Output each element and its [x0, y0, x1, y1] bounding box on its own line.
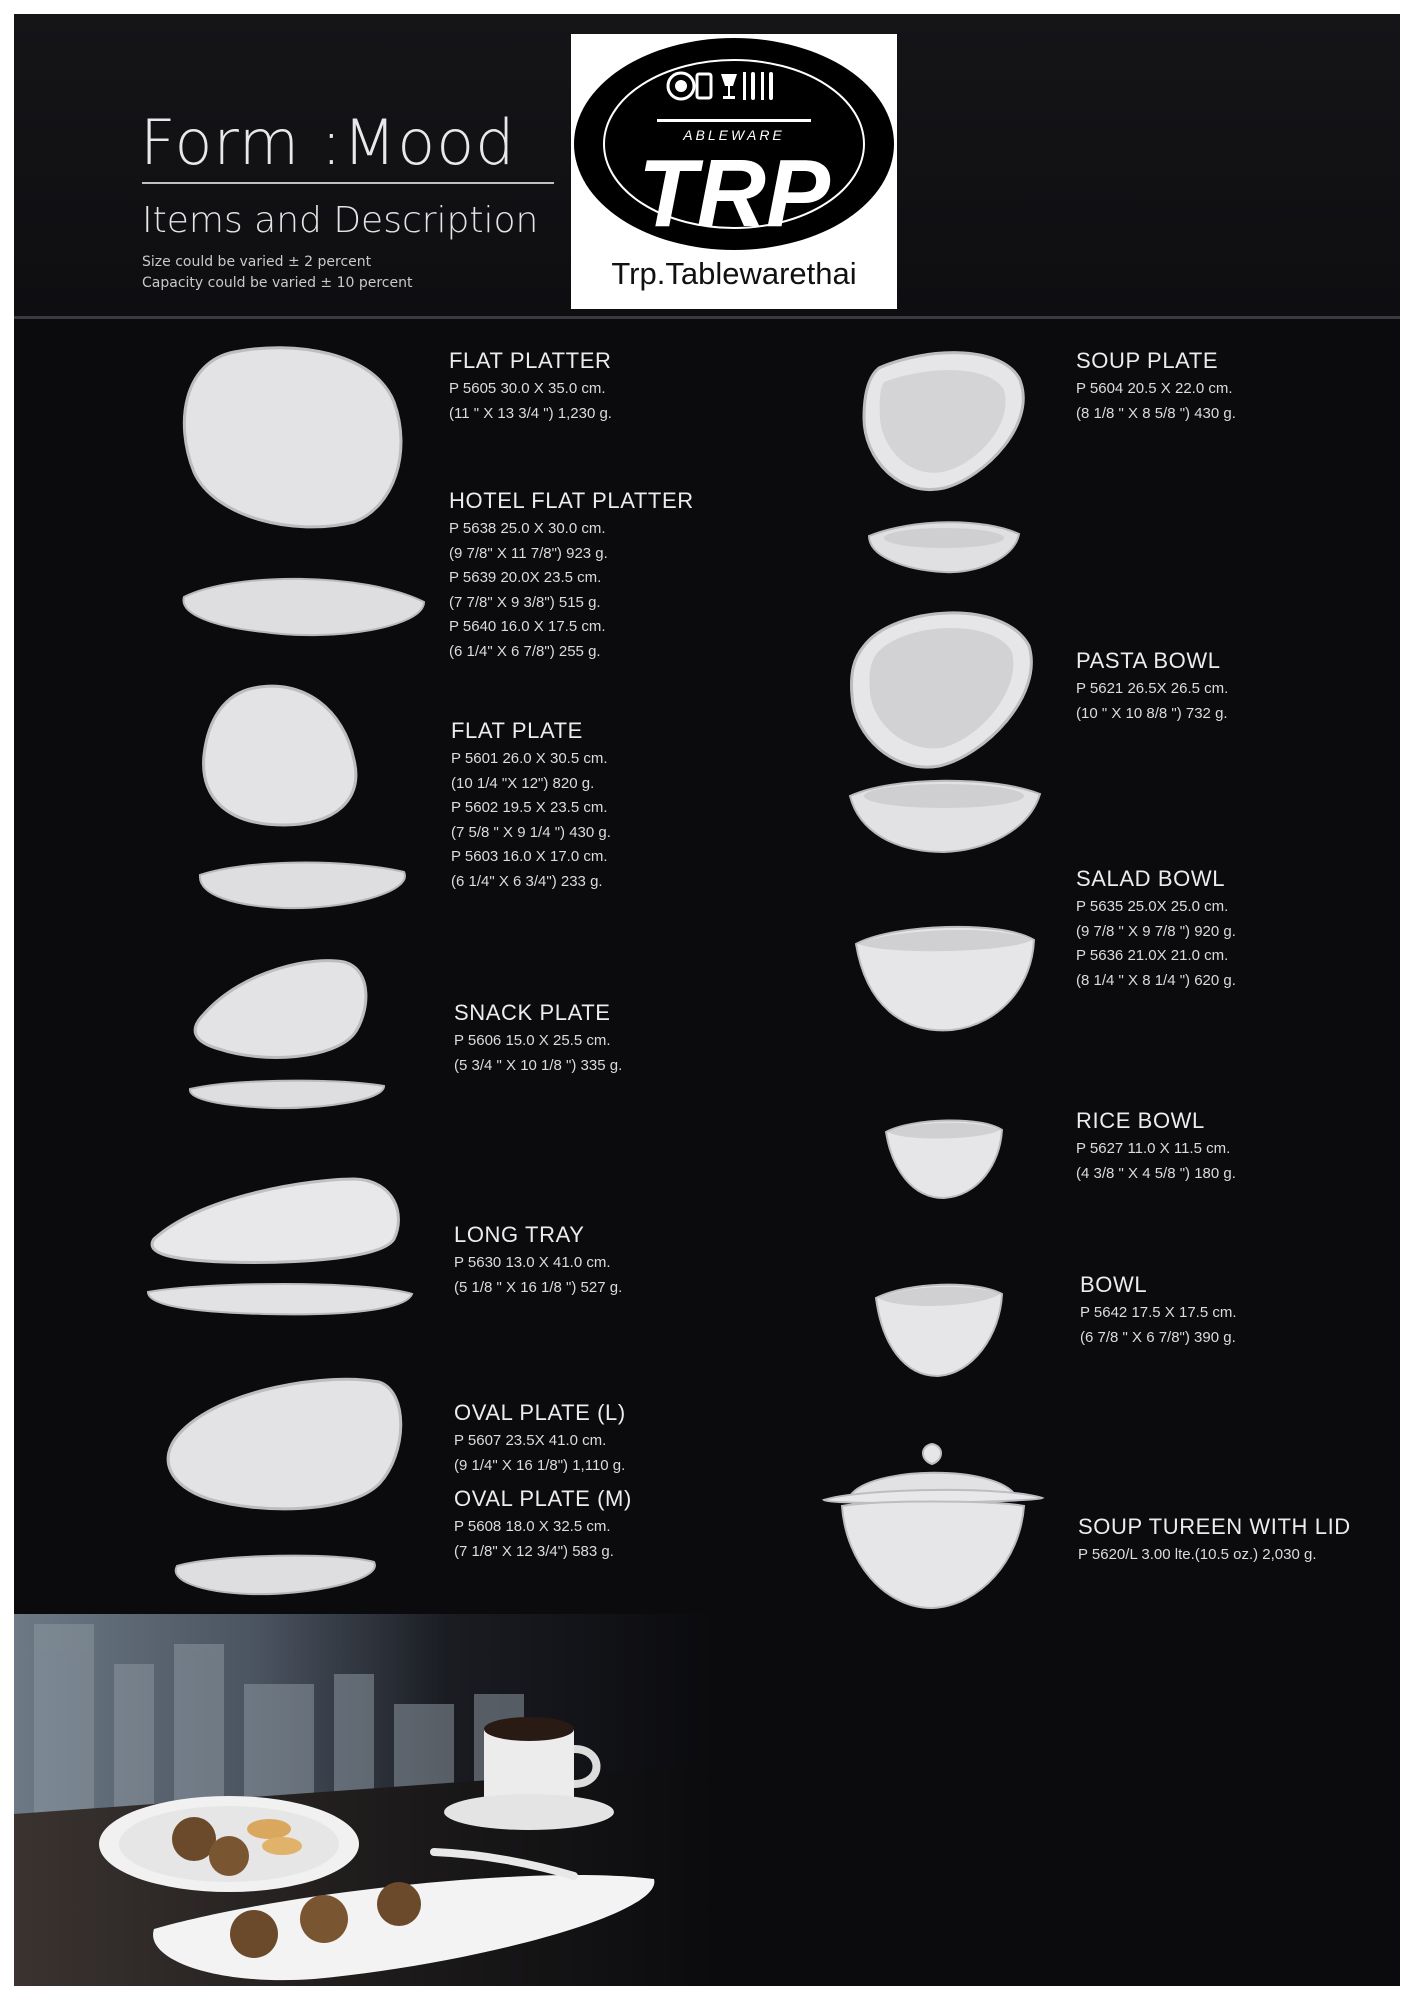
item-spec: P 5620/L 3.00 lte.(10.5 oz.) 2,030 g.	[1078, 1546, 1317, 1563]
logo-monogram: TRP	[638, 140, 830, 247]
item-name: OVAL PLATE (M)	[454, 1486, 632, 1511]
size-note: Size could be varied ± 2 percent	[142, 254, 372, 270]
item-spec: P 5636 21.0X 21.0 cm.	[1076, 947, 1229, 964]
item-spec: P 5627 11.0 X 11.5 cm.	[1076, 1140, 1231, 1157]
item-spec: P 5604 20.5 X 22.0 cm.	[1076, 380, 1233, 397]
item-spec: (7 1/8" X 12 3/4") 583 g.	[454, 1542, 614, 1560]
header-divider	[14, 316, 1400, 319]
item-spec: P 5606 15.0 X 25.5 cm.	[454, 1032, 611, 1049]
item-spec: (7 5/8 " X 9 1/4 ") 430 g.	[451, 823, 611, 841]
rice-bowl-description	[1076, 1108, 1236, 1186]
item-spec: P 5607 23.5X 41.0 cm.	[454, 1432, 607, 1449]
logo-brand-text: ABLEWARE	[683, 127, 785, 143]
lifestyle-photo	[14, 1614, 1400, 1986]
item-name: SNACK PLATE	[454, 1000, 611, 1025]
item-spec: P 5602 19.5 X 23.5 cm.	[451, 799, 608, 816]
salad-bowl-description	[1076, 866, 1236, 993]
item-spec: P 5603 16.0 X 17.0 cm.	[451, 848, 608, 865]
pasta-bowl-description	[1076, 648, 1228, 726]
item-name: BOWL	[1080, 1272, 1148, 1297]
catalog-page	[14, 14, 1400, 1986]
item-spec: P 5635 25.0X 25.0 cm.	[1076, 898, 1229, 915]
item-name: OVAL PLATE (L)	[454, 1400, 626, 1425]
lifestyle-photo-scene	[14, 1614, 1400, 1986]
long-tray-image	[144, 1174, 414, 1324]
flat-plate-description	[451, 718, 611, 894]
trp-logo	[571, 34, 897, 309]
item-spec: (7 7/8" X 9 3/8") 515 g.	[449, 593, 601, 611]
rice-bowl-image	[882, 1114, 1006, 1200]
bowl-image	[872, 1278, 1006, 1378]
flat-platter-description	[449, 348, 612, 426]
item-spec: P 5601 26.0 X 30.5 cm.	[451, 750, 608, 767]
item-name: HOTEL FLAT PLATTER	[449, 488, 694, 513]
item-spec: (10 1/4 "X 12") 820 g.	[451, 774, 595, 792]
item-spec: (6 7/8 " X 6 7/8") 390 g.	[1080, 1328, 1236, 1346]
snack-plate-image	[184, 954, 394, 1114]
collection-title: Form :Mood	[140, 106, 516, 179]
item-spec: (10 " X 10 8/8 ") 732 g.	[1076, 704, 1228, 722]
title-divider	[142, 182, 554, 184]
soup-tureen-image	[820, 1440, 1046, 1610]
item-spec: P 5630 13.0 X 41.0 cm.	[454, 1254, 611, 1271]
item-spec: (6 1/4" X 6 3/4") 233 g.	[451, 872, 603, 890]
logo-caption: Trp.Tablewarethai	[611, 256, 857, 291]
hotel-flat-platter-description	[449, 488, 694, 664]
item-spec: (5 3/4 " X 10 1/8 ") 335 g.	[454, 1056, 623, 1074]
item-name: SOUP TUREEN WITH LID	[1078, 1514, 1351, 1539]
item-spec: (8 1/4 " X 8 1/4 ") 620 g.	[1076, 971, 1236, 989]
item-spec: P 5621 26.5X 26.5 cm.	[1076, 680, 1229, 697]
oval-plate-image	[159, 1374, 409, 1604]
item-spec: P 5605 30.0 X 35.0 cm.	[449, 380, 606, 397]
item-spec: P 5639 20.0X 23.5 cm.	[449, 569, 602, 586]
item-spec: (9 7/8 " X 9 7/8 ") 920 g.	[1076, 922, 1236, 940]
snack-plate-description	[454, 1000, 622, 1078]
item-name: FLAT PLATTER	[449, 348, 612, 373]
capacity-note: Capacity could be varied ± 10 percent	[142, 275, 413, 291]
oval-plate-m-description	[454, 1486, 632, 1564]
soup-plate-description	[1076, 348, 1236, 426]
item-name: SALAD BOWL	[1076, 866, 1226, 891]
long-tray-description	[454, 1222, 622, 1300]
item-spec: (5 1/8 " X 16 1/8 ") 527 g.	[454, 1278, 623, 1296]
item-spec: (4 3/8 " X 4 5/8 ") 180 g.	[1076, 1164, 1236, 1182]
item-spec: P 5642 17.5 X 17.5 cm.	[1080, 1304, 1237, 1321]
item-spec: (6 1/4" X 6 7/8") 255 g.	[449, 642, 601, 660]
pasta-bowl-image	[844, 606, 1044, 856]
page-subtitle: Items and Description	[142, 200, 539, 241]
item-spec: (9 1/4" X 16 1/8") 1,110 g.	[454, 1456, 626, 1474]
item-name: LONG TRAY	[454, 1222, 585, 1247]
soup-tureen-description	[1078, 1514, 1351, 1568]
bowl-description	[1080, 1272, 1237, 1350]
item-spec: (11 " X 13 3/4 ") 1,230 g.	[449, 404, 612, 422]
item-name: RICE BOWL	[1076, 1108, 1205, 1133]
item-spec: P 5638 25.0 X 30.0 cm.	[449, 520, 606, 537]
salad-bowl-image	[852, 914, 1038, 1034]
flat-platter-image	[174, 342, 434, 644]
item-spec: P 5608 18.0 X 32.5 cm.	[454, 1518, 611, 1535]
flat-plate-image	[194, 680, 424, 928]
item-name: FLAT PLATE	[451, 718, 583, 743]
item-name: SOUP PLATE	[1076, 348, 1219, 373]
oval-plate-l-description	[454, 1400, 626, 1478]
item-name: PASTA BOWL	[1076, 648, 1221, 673]
item-spec: P 5640 16.0 X 17.5 cm.	[449, 618, 606, 635]
item-spec: (8 1/8 " X 8 5/8 ") 430 g.	[1076, 404, 1236, 422]
soup-plate-image	[854, 348, 1034, 574]
catalog-header	[14, 14, 1400, 318]
item-spec: (9 7/8" X 11 7/8") 923 g.	[449, 544, 608, 562]
